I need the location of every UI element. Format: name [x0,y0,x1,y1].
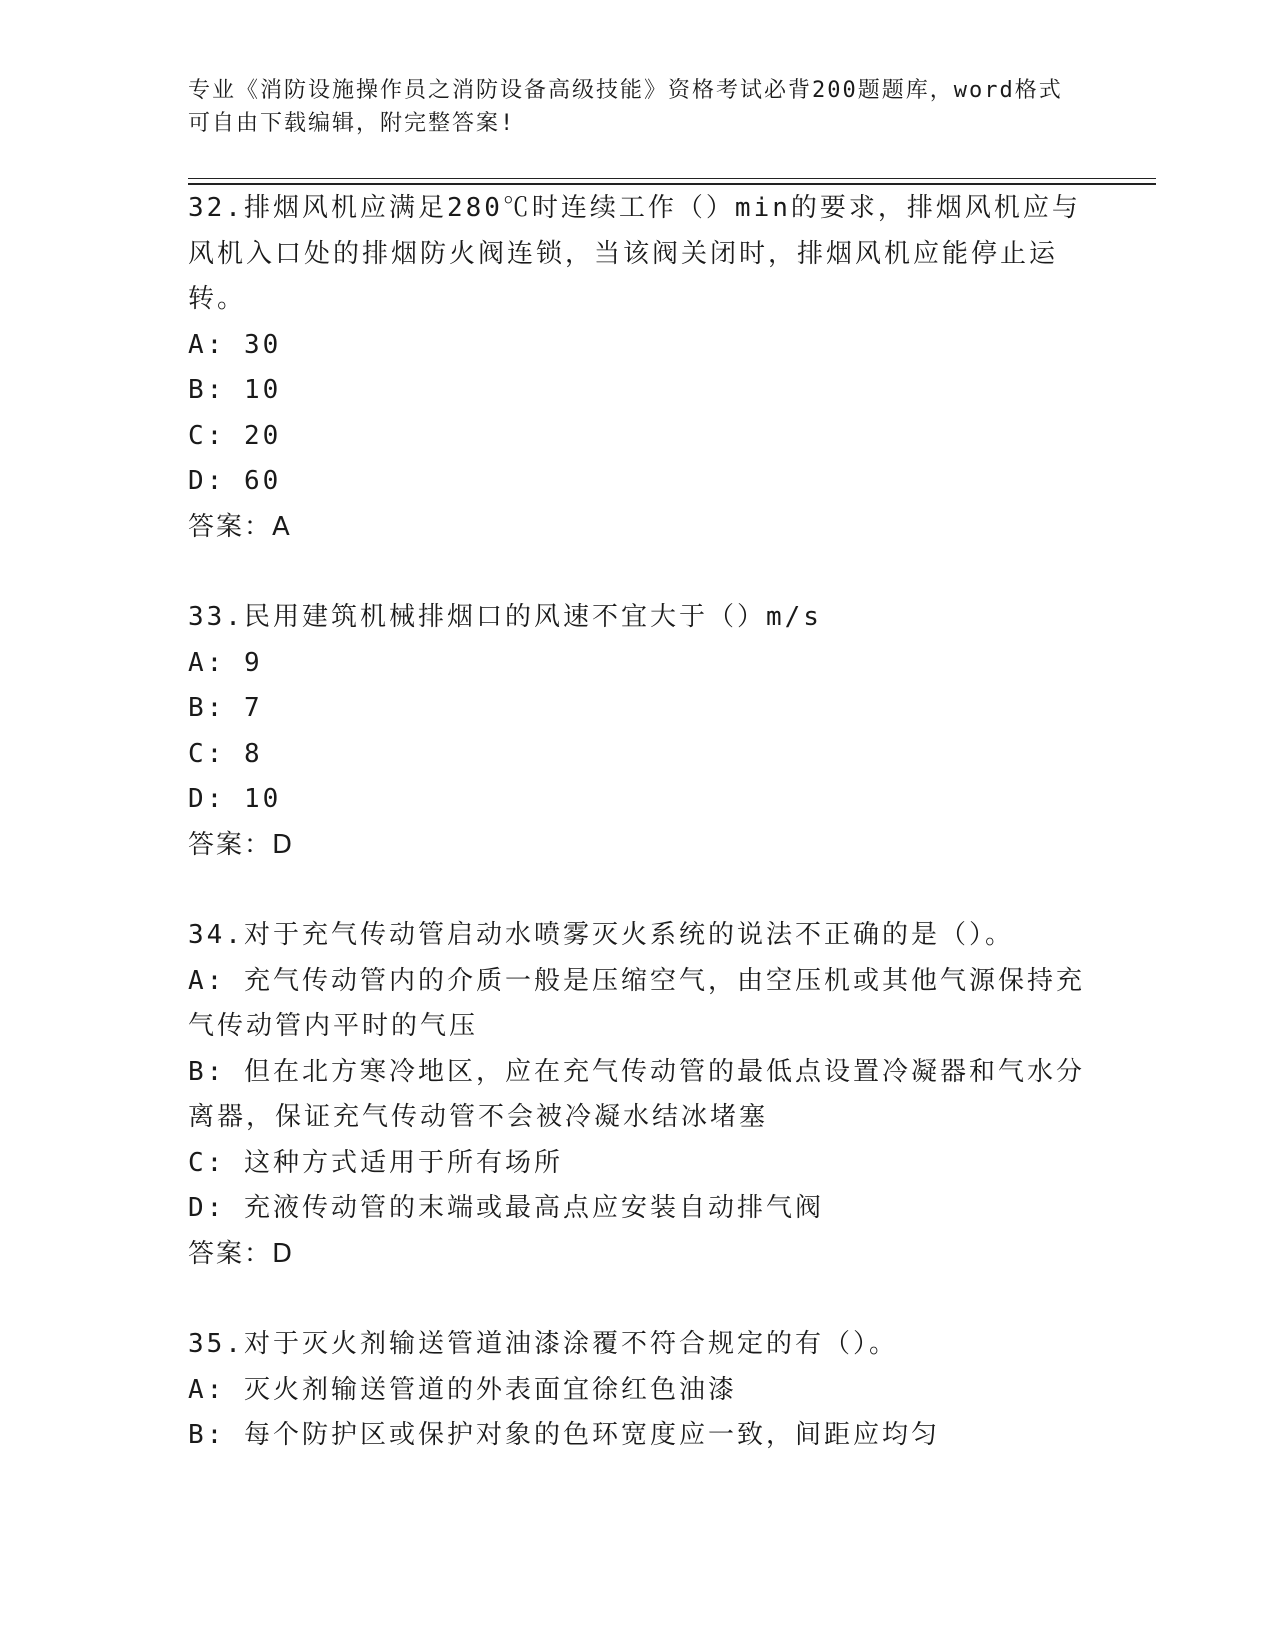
answer-line: 答案：D [188,1238,295,1269]
option-a: A: 灭火剂输送管道的外表面宜徐红色油漆 [188,1374,737,1405]
option-d: D: 充液传动管的末端或最高点应安装自动排气阀 [188,1193,824,1223]
header-text: 专业《消防设施操作员之消防设备高级技能》资格考试必背200题题库，word格式可自由下载编辑，附完整答案! [188,78,1063,136]
option-d: D: 60 [188,466,282,496]
question-33 [188,595,1088,868]
option-a: A: 30 [188,329,282,360]
option-d: D: 10 [188,784,282,814]
answer-line: 答案：D [188,829,295,860]
answer-line: 答案：A [188,511,292,542]
option-b: B: 7 [188,693,263,723]
question-35 [188,1322,1088,1459]
question-text: 35.对于灭火剂输送管道油漆涂覆不符合规定的有（）。 [188,1329,898,1359]
document-header [188,74,1068,140]
question-32 [188,186,1088,550]
option-b: B: 但在北方寒冷地区，应在充气传动管的最低点设置冷凝器和气水分离器，保证充气传动管不会被冷凝水结冰堵塞 [188,1056,1085,1132]
header-divider-thick [188,183,1156,185]
question-list [188,186,1088,1459]
question-text: 33.民用建筑机械排烟口的风速不宜大于（）m/s [188,602,822,632]
option-b: B: 10 [188,375,282,405]
option-b: B: 每个防护区或保护对象的色环宽度应一致，间距应均匀 [188,1420,940,1450]
question-34 [188,913,1088,1277]
question-text: 32.排烟风机应满足280℃时连续工作（）min的要求，排烟风机应与风机入口处的排烟防火阀连锁，当该阀关闭时，排烟风机应能停止运转。 [188,193,1081,314]
option-c: C: 8 [188,738,263,769]
option-a: A: 9 [188,647,263,678]
question-text: 34.对于充气传动管启动水喷雾灭火系统的说法不正确的是（）。 [188,920,1014,950]
header-divider-thin [188,178,1156,179]
option-c: C: 这种方式适用于所有场所 [188,1147,563,1178]
option-c: C: 20 [188,420,282,451]
option-a: A: 充气传动管内的介质一般是压缩空气，由空压机或其他气源保持充气传动管内平时的气压 [188,965,1085,1041]
